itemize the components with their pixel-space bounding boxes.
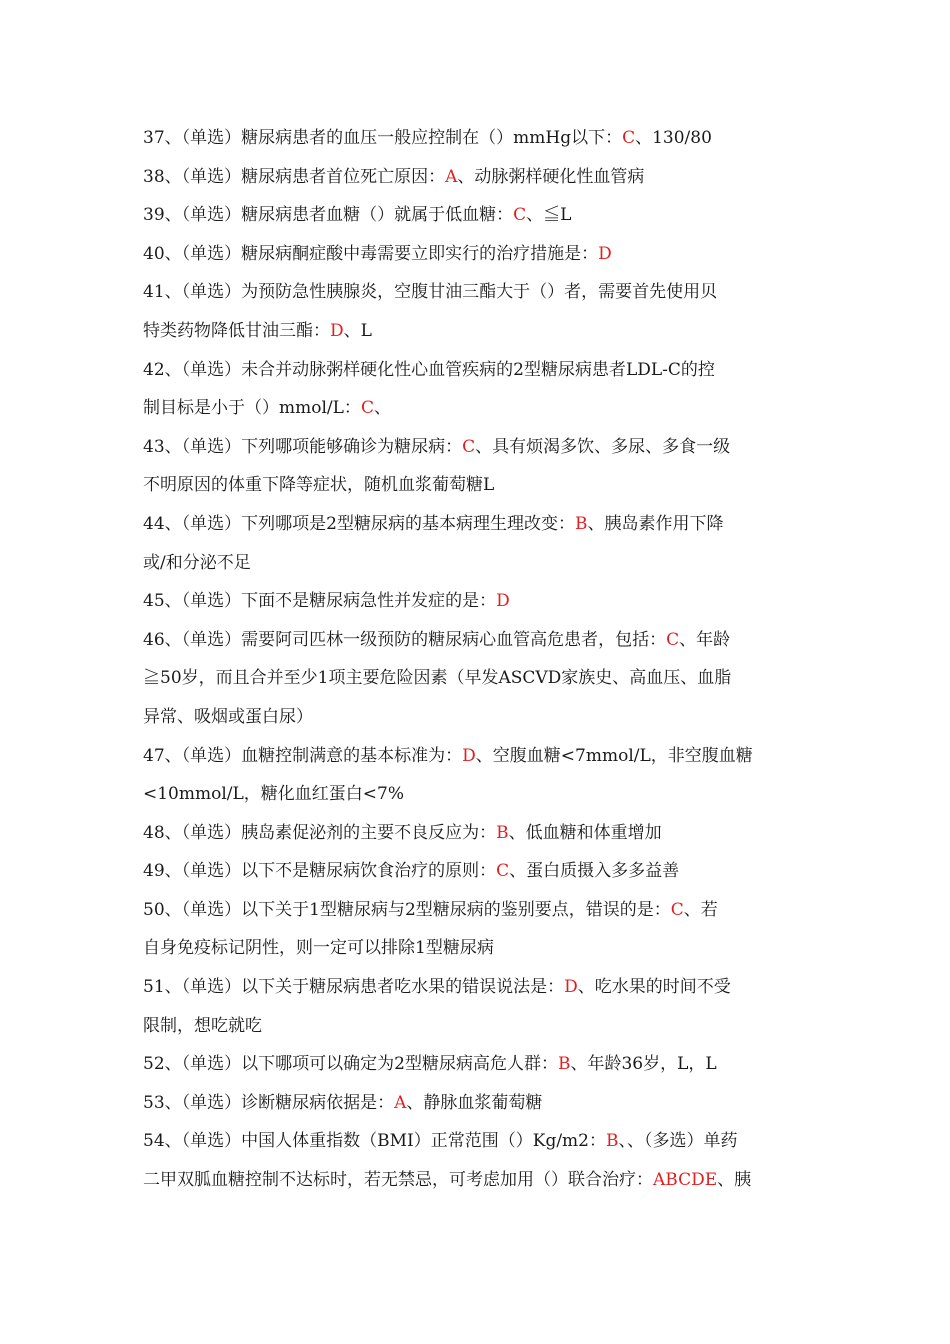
text-line — [143, 1084, 811, 1123]
answer-text: 、动脉粥样硬化性血管病 — [457, 166, 645, 187]
answer-letter: B — [606, 1131, 619, 1152]
question-text: 47、（单选）血糖控制满意的基本标准为： — [143, 745, 463, 766]
text-line — [143, 312, 811, 351]
question-text: 37、（单选）糖尿病患者的血压一般应控制在（）mmHg以下： — [143, 128, 623, 148]
question-text: 54、（单选）中国人体重指数（BMI）正常范围（）Kg/m2： — [143, 1131, 606, 1152]
text-line — [143, 698, 811, 737]
text-line — [143, 196, 811, 235]
answer-text: 、胰岛素作用下降 — [587, 513, 724, 534]
text-line — [143, 544, 811, 583]
text-line — [143, 1007, 811, 1046]
answer-letter: B — [557, 1054, 571, 1075]
answer-letter: B — [496, 822, 509, 843]
answer-letter: C — [666, 629, 680, 650]
answer-letter: D — [462, 745, 476, 766]
text-line — [143, 852, 811, 891]
question-text: 42、（单选）未合并动脉粥样硬化性心血管疾病的2型糖尿病患者LDL-C的控 — [143, 359, 715, 380]
question-text: 40、（单选）糖尿病酮症酸中毒需要立即实行的治疗措施是： — [143, 243, 599, 264]
question-text: 53、（单选）诊断糖尿病依据是： — [143, 1092, 395, 1113]
answer-text: 、、（多选）单药 — [618, 1131, 738, 1152]
question-text: 43、（单选）下列哪项能够确诊为糖尿病： — [143, 436, 463, 457]
question-text: 52、（单选）以下哪项可以确定为2型糖尿病高危人群： — [143, 1054, 558, 1075]
question-text: 异常、吸烟或蛋白尿） — [143, 706, 313, 727]
text-line — [143, 1122, 811, 1161]
question-text: 51、（单选）以下关于糖尿病患者吃水果的错误说法是： — [143, 977, 565, 998]
answer-text: 、L — [343, 320, 372, 341]
question-text: 48、（单选）胰岛素促泌剂的主要不良反应为： — [143, 822, 497, 843]
question-text: 38、（单选）糖尿病患者首位死亡原因： — [143, 166, 446, 187]
question-text: 不明原因的体重下降等症状，随机血浆葡萄糖L — [143, 475, 495, 496]
answer-text: 、胰 — [717, 1170, 752, 1191]
question-text: 制目标是小于（）mmol/L： — [143, 398, 361, 419]
text-line — [143, 929, 811, 968]
answer-letter: C — [670, 899, 684, 920]
answer-letter: C — [513, 205, 527, 226]
text-line — [143, 814, 811, 853]
answer-letter: D — [330, 320, 344, 341]
answer-letter: C — [622, 128, 636, 148]
answer-letter: D — [598, 243, 612, 264]
text-line — [143, 158, 811, 197]
answer-letter: C — [360, 398, 374, 419]
answer-letter: C — [462, 436, 476, 457]
answer-letter: A — [394, 1092, 407, 1113]
text-line — [143, 505, 811, 544]
answer-text: 、静脉血浆葡萄糖 — [406, 1092, 543, 1113]
answer-letter: C — [496, 861, 510, 882]
text-line — [143, 659, 811, 698]
question-text: 41、（单选）为预防急性胰腺炎，空腹甘油三酯大于（）者，需要首先使用贝 — [143, 282, 718, 303]
answer-text: 、吃水果的时间不受 — [577, 977, 731, 998]
answer-letter: D — [564, 977, 578, 998]
question-text: 特类药物降低甘油三酯： — [143, 320, 330, 341]
question-text: 自身免疫标记阴性，则一定可以排除1型糖尿病 — [143, 938, 494, 959]
text-line — [143, 1161, 811, 1200]
question-text: 限制，想吃就吃 — [143, 1015, 262, 1036]
answer-text: 、年龄 — [679, 629, 731, 650]
text-line — [143, 621, 811, 660]
answer-letter: D — [496, 591, 510, 612]
question-text: 或/和分泌不足 — [143, 552, 251, 573]
question-text: 46、（单选）需要阿司匹林一级预防的糖尿病心血管高危患者，包括： — [143, 629, 667, 650]
text-line — [143, 968, 811, 1007]
text-line — [143, 466, 811, 505]
answer-letter: A — [445, 166, 458, 187]
question-text: 44、（单选）下列哪项是2型糖尿病的基本病理生理改变： — [143, 513, 575, 534]
answer-letter: B — [574, 513, 588, 534]
text-line — [143, 775, 811, 814]
answer-letter: ABCDE — [653, 1170, 718, 1191]
answer-text: 、年龄36岁，L，L — [570, 1054, 717, 1075]
answer-text: 、具有烦渴多饮、多尿、多食一级 — [475, 436, 731, 457]
answer-text: 、130/80 — [635, 128, 712, 148]
question-text: 二甲双胍血糖控制不达标时，若无禁忌，可考虑加用（）联合治疗： — [143, 1170, 653, 1191]
question-text: ≧50岁，而且合并至少1项主要危险因素（早发ASCVD家族史、高血压、血脂 — [143, 668, 732, 689]
question-text: <10mmol/L，糖化血红蛋白<7% — [143, 784, 405, 805]
text-line — [143, 235, 811, 274]
text-line — [143, 582, 811, 621]
answer-text: 、 — [373, 398, 391, 419]
answer-text: 、低血糖和体重增加 — [508, 822, 662, 843]
text-line — [143, 389, 811, 428]
question-text: 49、（单选）以下不是糖尿病饮食治疗的原则： — [143, 861, 497, 882]
question-text: 39、（单选）糖尿病患者血糖（）就属于低血糖： — [143, 205, 514, 226]
text-line — [143, 737, 811, 776]
text-line — [143, 351, 811, 390]
text-line — [143, 119, 811, 158]
question-text: 50、（单选）以下关于1型糖尿病与2型糖尿病的鉴别要点，错误的是： — [143, 899, 671, 920]
answer-text: 、空腹血糖<7mmol/L，非空腹血糖 — [475, 745, 753, 766]
text-line — [143, 891, 811, 930]
answer-text: 、蛋白质摄入多多益善 — [509, 861, 680, 882]
text-line — [143, 428, 811, 467]
document-body — [143, 119, 811, 1200]
answer-text: 、若 — [683, 899, 718, 920]
text-line — [143, 273, 811, 312]
question-text: 45、（单选）下面不是糖尿病急性并发症的是： — [143, 591, 497, 612]
text-line — [143, 1045, 811, 1084]
answer-text: 、≦L — [526, 205, 572, 226]
